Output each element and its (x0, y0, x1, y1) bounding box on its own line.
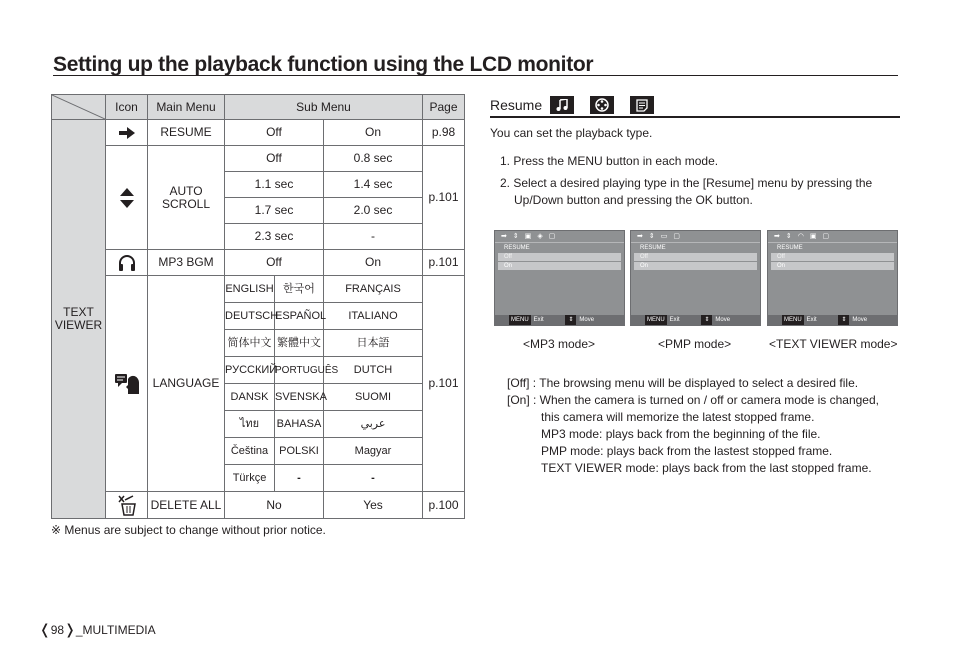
mp3-bgm-off: Off (225, 250, 324, 276)
resume-description (507, 375, 879, 477)
page-footer: ❬ 98 ❭ _MULTIMEDIA (39, 621, 156, 637)
resume-heading (490, 94, 900, 118)
language-value: 繁體中文 (275, 330, 324, 357)
language-value: DEUTSCH (225, 303, 275, 330)
desc-line: [Off] : The browsing menu will be displayed to select a desired file. (507, 376, 859, 390)
desc-line: this camera will memorize the latest stopped frame. (541, 410, 815, 424)
mp3-bgm-on: On (324, 250, 423, 276)
mp3-bgm-page: p.101 (423, 250, 465, 276)
caption-mp3: <MP3 mode> (523, 337, 596, 351)
page-number: 98 (50, 622, 65, 637)
header-sub-menu: Sub Menu (225, 95, 423, 120)
auto-scroll-page: p.101 (423, 146, 465, 250)
auto-scroll-value: 2.3 sec (225, 224, 324, 250)
step-list (500, 153, 900, 214)
resume-label: RESUME (148, 120, 225, 146)
headphones-icon (106, 250, 148, 276)
auto-scroll-value: 2.0 sec (324, 198, 423, 224)
table-row (52, 276, 465, 303)
resume-off: Off (225, 120, 324, 146)
auto-scroll-value: Off (225, 146, 324, 172)
language-value: PORTUGUÊS (275, 357, 324, 384)
document-icon (630, 96, 654, 114)
step-item: 2. Select a desired playing type in the [Resume] menu by pressing the Up/Down button and pressing the OK button. (500, 176, 873, 207)
speech-face-icon (106, 276, 148, 492)
trash-icon (106, 492, 148, 519)
resume-page: p.98 (423, 120, 465, 146)
arrow-right-icon (106, 120, 148, 146)
language-value: ไทย (225, 411, 275, 438)
language-value: POLSKI (275, 438, 324, 465)
desc-line: PMP mode: plays back from the lastest stopped frame. (541, 444, 833, 458)
step-item: 1. Press the MENU button in each mode. (500, 154, 719, 168)
header-page: Page (423, 95, 465, 120)
title-rule (53, 75, 898, 76)
language-value: SVENSKA (275, 384, 324, 411)
delete-all-yes: Yes (324, 492, 423, 519)
delete-all-page: p.100 (423, 492, 465, 519)
language-value: BAHASA (275, 411, 324, 438)
language-value: 日本語 (324, 330, 423, 357)
film-reel-icon (590, 96, 614, 114)
language-value: 简体中文 (225, 330, 275, 357)
language-label: LANGUAGE (148, 276, 225, 492)
language-value: Magyar (324, 438, 423, 465)
delete-all-no: No (225, 492, 324, 519)
language-value: - (324, 465, 423, 492)
mode-cell: TEXT VIEWER (52, 120, 106, 519)
desc-line: MP3 mode: plays back from the beginning of the file. (541, 427, 821, 441)
language-value: ESPAÑOL (275, 303, 324, 330)
up-down-arrows-icon (106, 146, 148, 250)
language-value: ENGLISH (225, 276, 275, 303)
header-icon: Icon (106, 95, 148, 120)
footnote: ※ Menus are subject to change without prior notice. (51, 523, 326, 537)
auto-scroll-value: - (324, 224, 423, 250)
header-main-menu: Main Menu (148, 95, 225, 120)
language-page: p.101 (423, 276, 465, 492)
lcd-screen-mp3: ➡ ⇕ ▣ ◈ ▢ RESUME Off On MENU Exit ⇕ Move (494, 230, 625, 326)
desc-line: [On] : When the camera is turned on / off or camera mode is changed, (507, 393, 879, 407)
language-value: SUOMI (324, 384, 423, 411)
language-value: DUTCH (324, 357, 423, 384)
resume-intro: You can set the playback type. (490, 126, 653, 140)
table-row (52, 146, 465, 172)
language-value: DANSK (225, 384, 275, 411)
mp3-bgm-label: MP3 BGM (148, 250, 225, 276)
resume-on: On (324, 120, 423, 146)
lcd-screen-text-viewer: ➡ ⇕ ◠ ▣ ▢ RESUME Off On MENU Exit ⇕ Move (767, 230, 898, 326)
language-value: Čeština (225, 438, 275, 465)
music-note-icon (550, 96, 574, 114)
header-diagonal-cell (52, 95, 106, 120)
language-value: Türkçe (225, 465, 275, 492)
table-header-row (52, 95, 465, 120)
caption-pmp: <PMP mode> (658, 337, 732, 351)
language-value: 한국어 (275, 276, 324, 303)
language-value: FRANÇAIS (324, 276, 423, 303)
auto-scroll-value: 1.7 sec (225, 198, 324, 224)
table-row (52, 492, 465, 519)
resume-heading-label: Resume (490, 97, 543, 113)
auto-scroll-value: 1.1 sec (225, 172, 324, 198)
delete-all-label: DELETE ALL (148, 492, 225, 519)
desc-line: TEXT VIEWER mode: plays back from the last stopped frame. (541, 461, 872, 475)
auto-scroll-value: 1.4 sec (324, 172, 423, 198)
table-row (52, 250, 465, 276)
language-value: عربي (324, 411, 423, 438)
lcd-screen-pmp: ➡ ⇕ ▭ ▢ RESUME Off On MENU Exit ⇕ Move (630, 230, 761, 326)
language-value: - (275, 465, 324, 492)
language-value: РУССКИЙ (225, 357, 275, 384)
section-name: _MULTIMEDIA (75, 622, 156, 637)
auto-scroll-value: 0.8 sec (324, 146, 423, 172)
page-title: Setting up the playback function using the LCD monitor (53, 53, 594, 76)
language-value: ITALIANO (324, 303, 423, 330)
table-row (52, 120, 465, 146)
menu-table (51, 94, 465, 519)
caption-text-viewer: <TEXT VIEWER mode> (769, 337, 898, 351)
auto-scroll-label: AUTO SCROLL (148, 146, 225, 250)
